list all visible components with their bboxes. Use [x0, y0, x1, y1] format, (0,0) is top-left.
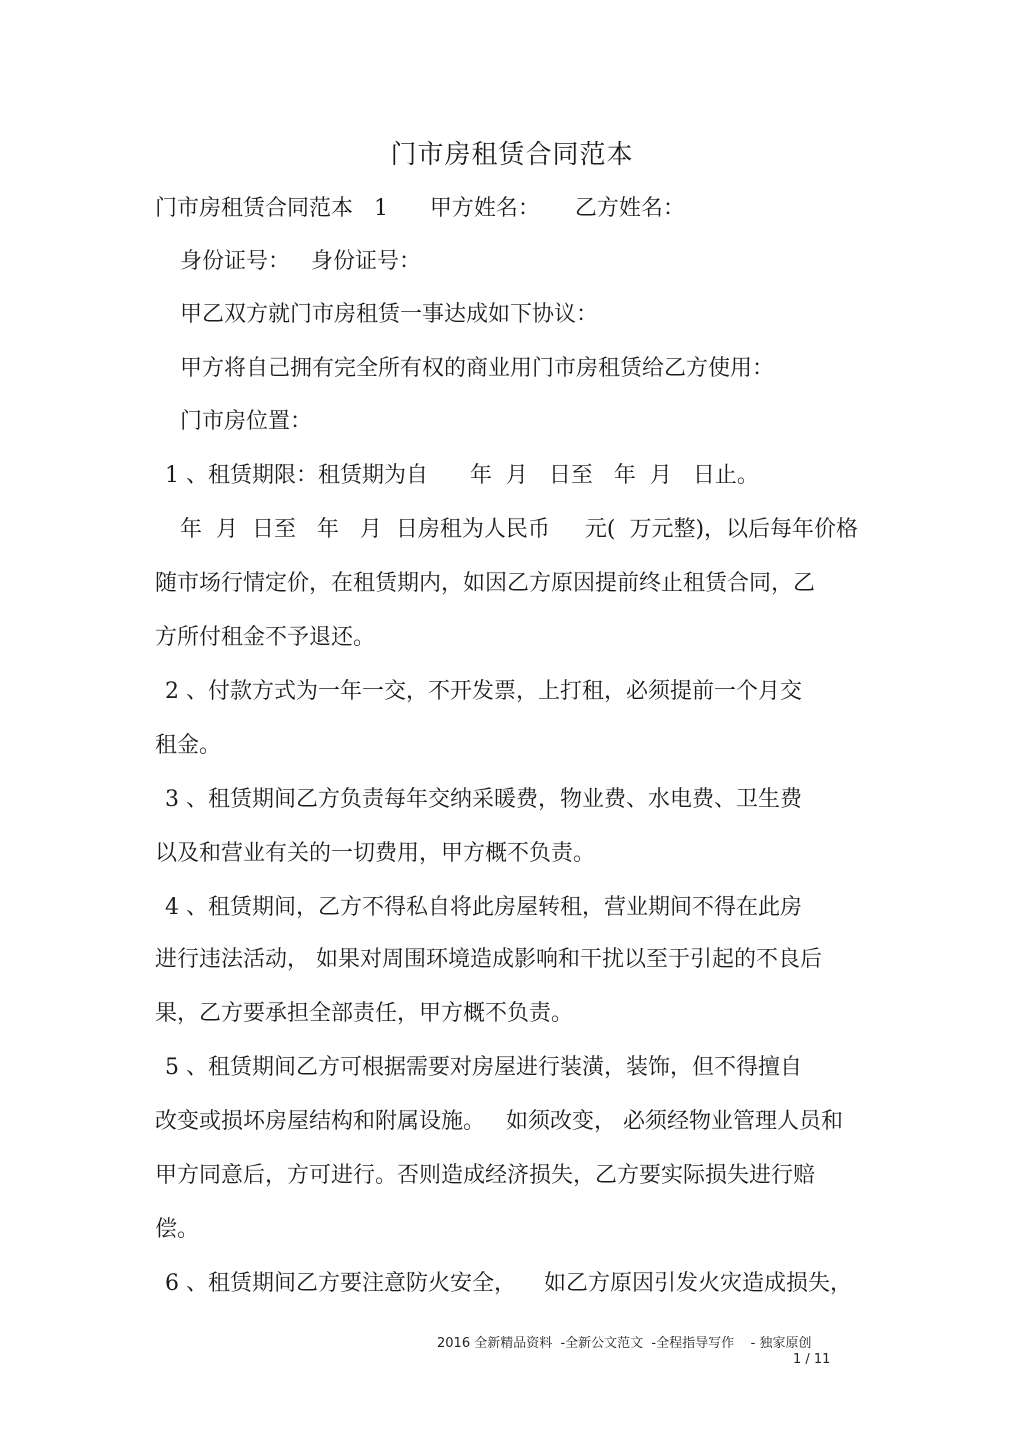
- paragraph-line: 甲乙双方就门市房租赁一事达成如下协议：: [180, 302, 599, 327]
- document-title: 门市房租赁合同范本: [390, 140, 634, 170]
- paragraph-line: 方所付租金不予退还。: [155, 625, 376, 650]
- paragraph-line: 门市房租赁合同范本 1 甲方姓名： 乙方姓名：: [155, 196, 685, 221]
- paragraph-line: 6 、租赁期间乙方要注意防火安全， 如乙方原因引发火灾造成损失，: [165, 1271, 852, 1296]
- footer-source-text: 2016 全新精品资料 -全新公文范文 -全程指导写作 - 独家原创: [437, 1336, 812, 1351]
- paragraph-line: 门市房位置：: [180, 409, 313, 434]
- paragraph-line: 1 、租赁期限：租赁期为自 年 月 日至 年 月 日止。: [165, 463, 759, 488]
- paragraph-line: 进行违法活动， 如果对周围环境造成影响和干扰以至于引起的不良后: [155, 947, 822, 972]
- paragraph-line: 3 、租赁期间乙方负责每年交纳采暖费，物业费、水电费、卫生费: [165, 787, 802, 812]
- paragraph-line: 偿。: [155, 1217, 200, 1242]
- paragraph-line: 4 、租赁期间，乙方不得私自将此房屋转租，营业期间不得在此房: [165, 895, 802, 920]
- paragraph-line: 随市场行情定价，在租赁期内，如因乙方原因提前终止租赁合同，乙: [155, 571, 816, 596]
- page-number: 1 / 11: [793, 1352, 831, 1367]
- paragraph-line: 以及和营业有关的一切费用，甲方概不负责。: [155, 841, 596, 866]
- paragraph-line: 甲方将自己拥有完全所有权的商业用门市房租赁给乙方使用：: [180, 356, 775, 381]
- paragraph-line: 2 、付款方式为一年一交，不开发票，上打租，必须提前一个月交: [165, 679, 802, 704]
- paragraph-line: 果，乙方要承担全部责任，甲方概不负责。: [155, 1001, 574, 1026]
- paragraph-line: 改变或损坏房屋结构和附属设施。 如须改变， 必须经物业管理人员和: [155, 1109, 843, 1134]
- paragraph-line: 身份证号： 身份证号：: [180, 249, 421, 274]
- paragraph-line: 年 月 日至 年 月 日房租为人民币 元( 万元整)，以后每年价格: [180, 517, 859, 542]
- paragraph-line: 甲方同意后，方可进行。否则造成经济损失，乙方要实际损失进行赔: [155, 1163, 816, 1188]
- paragraph-line: 租金。: [155, 733, 222, 758]
- paragraph-line: 5 、租赁期间乙方可根据需要对房屋进行装潢，装饰，但不得擅自: [165, 1055, 802, 1080]
